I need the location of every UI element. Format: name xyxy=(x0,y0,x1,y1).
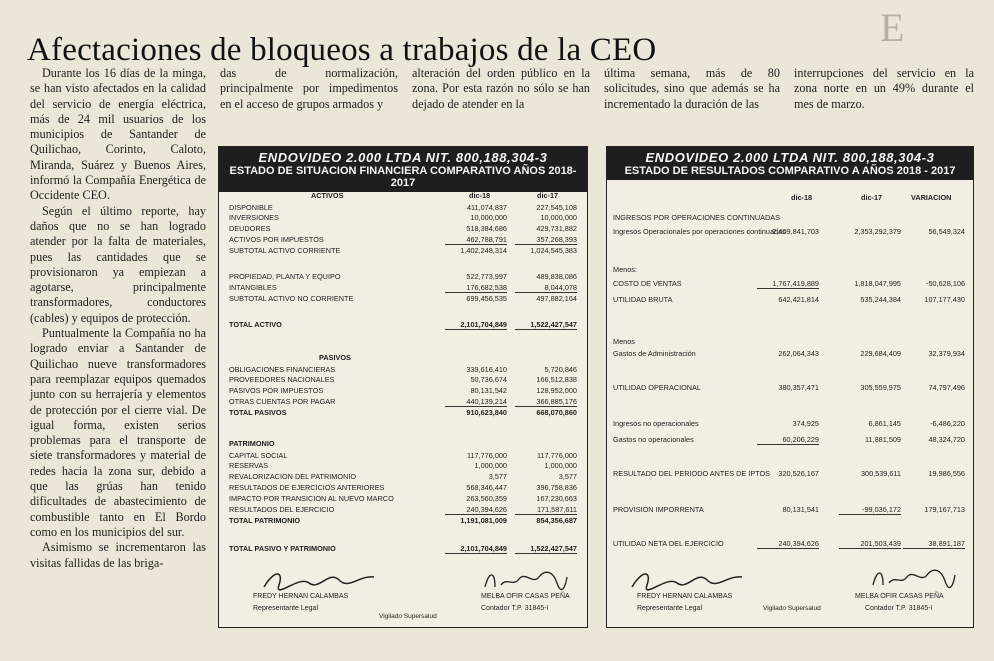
balance-value-dic17: 1,522,427,547 xyxy=(515,320,577,330)
col-dic18: dic-18 xyxy=(791,193,813,202)
balance-value-dic17: 357,268,393 xyxy=(515,235,577,245)
balance-value-dic18: 1,402,248,314 xyxy=(460,246,507,255)
income-value-variacion: -6,486,220 xyxy=(930,419,965,428)
col-dic17: dic-17 xyxy=(861,193,883,202)
income-value-dic17: 229,684,409 xyxy=(860,349,901,358)
balance-value-dic17: 1,522,427,547 xyxy=(515,544,577,554)
balance-row-label: TOTAL ACTIVO xyxy=(229,320,282,329)
income-value-variacion: 48,324,720 xyxy=(928,435,965,444)
income-value-dic18: 374,925 xyxy=(792,419,819,428)
bleed-through-right: E xyxy=(880,5,905,50)
balance-value-dic18: 117,776,000 xyxy=(466,451,507,460)
balance-row-label: TOTAL PATRIMONIO xyxy=(229,516,301,525)
sig1-role: Representante Legal xyxy=(253,605,318,612)
balance-row-label: INTANGIBLES xyxy=(229,283,277,292)
income-value-variacion: 107,177,430 xyxy=(924,295,965,304)
balance-row-label: OBLIGACIONES FINANCIERAS xyxy=(229,365,336,374)
income-value-dic18: 60,206,229 xyxy=(757,435,819,445)
balance-value-dic17: 227,545,108 xyxy=(536,203,577,212)
income-value-variacion: 74,797,496 xyxy=(928,383,965,392)
income-value-dic18: 380,357,471 xyxy=(778,383,819,392)
balance-row-label: TOTAL PASIVO Y PATRIMONIO xyxy=(229,544,336,553)
balance-sheet-notice xyxy=(218,146,588,628)
section-patrimonio: PATRIMONIO xyxy=(229,439,275,448)
sig2-name: MELBA OFIR CASAS PEÑA xyxy=(481,593,570,600)
income-row-label: UTILIDAD OPERACIONAL xyxy=(613,383,701,392)
balance-value-dic18: 910,623,840 xyxy=(466,408,507,417)
headline: Afectaciones de bloqueos a trabajos de la CEO xyxy=(27,32,657,69)
income-row-label: Ingresos no operacionales xyxy=(613,419,699,428)
section-pasivos: PASIVOS xyxy=(319,353,351,362)
col-variacion: VARIACION xyxy=(911,193,952,202)
balance-value-dic18: 1,191,081,009 xyxy=(460,516,507,525)
income-row-label: COSTO DE VENTAS xyxy=(613,279,682,288)
income-header xyxy=(607,147,973,180)
income-value-variacion: 179,167,713 xyxy=(924,505,965,514)
income-value-dic17: -99,036,172 xyxy=(839,505,901,515)
balance-value-dic18: 3,577 xyxy=(488,472,507,481)
balance-value-dic17: 166,512,838 xyxy=(536,375,577,384)
balance-value-dic18: 263,560,359 xyxy=(466,494,507,503)
balance-value-dic18: 699,456,535 xyxy=(466,294,507,303)
balance-row-label: REVALORIZACION DEL PATRIMONIO xyxy=(229,472,357,481)
balance-statement-title: ESTADO DE SITUACION FINANCIERA COMPARATIVO AÑOS 2018-2017 xyxy=(229,165,577,189)
balance-row-label: CAPITAL SOCIAL xyxy=(229,451,288,460)
balance-value-dic18: 50,736,674 xyxy=(470,375,507,384)
balance-value-dic18: 440,139,214 xyxy=(445,397,507,407)
balance-value-dic18: 1,000,000 xyxy=(474,461,507,470)
balance-value-dic17: 171,587,611 xyxy=(515,505,577,515)
balance-value-dic18: 10,000,000 xyxy=(470,213,507,222)
income-value-dic18: 320,526,167 xyxy=(778,469,819,478)
income-value-dic17: 201,503,439 xyxy=(839,539,901,549)
signature-2 xyxy=(481,567,571,593)
balance-row-label: TOTAL PASIVOS xyxy=(229,408,287,417)
article-column-2: das de normalización, principalmente por impedimentos en el acceso de grupos armados y xyxy=(220,66,398,111)
income-value-variacion: 38,891,187 xyxy=(903,539,965,549)
balance-value-dic17: 429,731,882 xyxy=(536,224,577,233)
balance-row-label: SUBTOTAL ACTIVO NO CORRIENTE xyxy=(229,294,354,303)
income-value-dic17: 305,559,975 xyxy=(860,383,901,392)
bleed-through-top xyxy=(0,0,994,14)
income-row-label: PROVISION IMPORRENTA xyxy=(613,505,704,514)
balance-value-dic17: 10,000,000 xyxy=(540,213,577,222)
balance-row-label: PASIVOS POR IMPUESTOS xyxy=(229,386,324,395)
balance-value-dic17: 396,758,836 xyxy=(536,483,577,492)
sig1-name: FREDY HERNAN CALAMBAS xyxy=(637,593,733,600)
balance-row-label: RESULTADOS DEL EJERCICIO xyxy=(229,505,335,514)
income-row-label: UTILIDAD NETA DEL EJERCICIO xyxy=(613,539,724,548)
menos-label: Menos xyxy=(613,337,635,346)
income-value-dic18: 1,767,419,889 xyxy=(757,279,819,289)
income-value-dic17: 1,818,047,995 xyxy=(854,279,901,288)
balance-row-label: SUBTOTAL ACTIVO CORRIENTE xyxy=(229,246,341,255)
balance-value-dic17: 668,070,860 xyxy=(536,408,577,417)
income-value-variacion: 32,379,934 xyxy=(928,349,965,358)
balance-value-dic18: 176,682,538 xyxy=(445,283,507,293)
balance-value-dic18: 339,616,410 xyxy=(466,365,507,374)
balance-value-dic18: 411,074,837 xyxy=(466,203,507,212)
sig2-role: Contador T.P. 31845-I xyxy=(481,605,549,612)
article-column-4: última semana, más de 80 solicitudes, sino que además se ha incrementado la duración de las xyxy=(604,66,780,111)
balance-header xyxy=(219,147,587,192)
signature-1 xyxy=(259,565,379,595)
balance-row-label: OTRAS CUENTAS POR PAGAR xyxy=(229,397,336,406)
balance-value-dic18: 2,101,704,849 xyxy=(445,544,507,554)
balance-row-label: DEUDORES xyxy=(229,224,271,233)
balance-value-dic17: 497,882,164 xyxy=(536,294,577,303)
balance-value-dic18: 2,101,704,849 xyxy=(445,320,507,330)
balance-row-label: PROPIEDAD, PLANTA Y EQUIPO xyxy=(229,272,341,281)
balance-value-dic18: 240,394,626 xyxy=(445,505,507,515)
income-value-variacion: -50,628,106 xyxy=(926,279,965,288)
income-statement-notice xyxy=(606,146,974,628)
menos-label: Menos: xyxy=(613,265,637,274)
balance-value-dic17: 1,024,545,383 xyxy=(530,246,577,255)
balance-value-dic17: 117,776,000 xyxy=(536,451,577,460)
vigilado-label: Vigilado Supersalud xyxy=(763,605,821,612)
balance-value-dic17: 854,356,687 xyxy=(536,516,577,525)
balance-value-dic17: 489,838,086 xyxy=(536,272,577,281)
article-column-3: alteración del orden público en la zona. Por esta razón no sólo se han dejado de atender en la xyxy=(412,66,590,111)
sig1-name: FREDY HERNAN CALAMBAS xyxy=(253,593,349,600)
income-value-dic17: 535,244,384 xyxy=(860,295,901,304)
sig1-role: Representante Legal xyxy=(637,605,702,612)
vigilado-label: Vigilado Supersalud xyxy=(379,613,437,620)
article-paragraph: Puntualmente la Compañía no ha logrado enviar a Santander de Quilichao nueve transformadores para reemplazar equipos quemados junto con su herrajería y elementos de protección por el cierre vial. De igual forma, existen serios problemas para el transporte de siete transformadores y material de redes hacia la zona sur, debido a que las grúas han tenido dificultades de abastecimiento de combustible tanto en El Bordo como en los municipios del sur. xyxy=(30,326,206,539)
balance-row-label: RESERVAS xyxy=(229,461,269,470)
income-value-dic17: 6,861,145 xyxy=(868,419,901,428)
balance-value-dic18: 462,788,791 xyxy=(445,235,507,245)
income-value-dic18: 642,421,814 xyxy=(778,295,819,304)
balance-value-dic18: 568,346,447 xyxy=(466,483,507,492)
balance-row-label: ACTIVOS POR IMPUESTOS xyxy=(229,235,324,244)
income-value-dic18: 240,394,626 xyxy=(757,539,819,549)
income-value-dic17: 300,539,611 xyxy=(860,469,901,478)
article-column-5: interrupciones del servicio en la zona norte en un 49% durante el mes de marzo. xyxy=(794,66,974,111)
signature-2 xyxy=(869,565,959,591)
article-paragraph: Según el último reporte, hay daños que no se han logrado atender por la falta de materiales, pues las cantidades que se provisionaron ya empiezan a agotarse, principalmente transformadores, conductores (cables) y equipos de protección. xyxy=(30,203,206,325)
balance-value-dic18: 522,773,997 xyxy=(466,272,507,281)
article-column-1 xyxy=(30,66,206,571)
balance-row-label: DISPONIBLE xyxy=(229,203,273,212)
income-value-dic18: 80,131,541 xyxy=(782,505,819,514)
sig2-name: MELBA OFIR CASAS PEÑA xyxy=(855,593,944,600)
balance-row-label: RESULTADOS DE EJERCICIOS ANTERIORES xyxy=(229,483,385,492)
balance-value-dic17: 1,000,000 xyxy=(544,461,577,470)
income-statement-title: ESTADO DE RESULTADOS COMPARATIVO A AÑOS 2018 - 2017 xyxy=(624,165,956,177)
income-row-label: UTILIDAD BRUTA xyxy=(613,295,673,304)
article-paragraph: Durante los 16 días de la minga, se han visto afectados en la calidad del servicio de energía eléctrica, más de 24 mil usuarios de los municipios de Santander de Quilichao, Corinto, Caloto, Miranda, Suárez y Buenos Aires, informó la Compañía Energética de Occidente CEO. xyxy=(30,66,206,203)
signature-1 xyxy=(627,565,747,595)
income-row-label: RESULTADO DEL PERIODO ANTES DE IPTOS xyxy=(613,469,771,478)
balance-value-dic18: 80,131,542 xyxy=(470,386,507,395)
sig2-role: Contador T.P. 31845-I xyxy=(865,605,933,612)
section-ingresos: INGRESOS POR OPERACIONES CONTINUADAS xyxy=(613,213,781,222)
balance-value-dic17: 5,720,846 xyxy=(544,365,577,374)
income-row-label: Gastos de Administración xyxy=(613,349,696,358)
balance-row-label: IMPACTO POR TRANSICION AL NUEVO MARCO xyxy=(229,494,394,503)
balance-value-dic18: 518,384,686 xyxy=(466,224,507,233)
balance-value-dic17: 366,885,176 xyxy=(515,397,577,407)
balance-value-dic17: 3,577 xyxy=(558,472,577,481)
income-value-variacion: 56,549,324 xyxy=(928,227,965,236)
article-paragraph: Asimismo se incrementaron las visitas fallidas de las briga- xyxy=(30,540,206,570)
balance-value-dic17: 167,230,663 xyxy=(536,494,577,503)
balance-company: ENDOVIDEO 2.000 LTDA NIT. 800,188,304-3 xyxy=(258,150,548,165)
income-value-dic18: 262,064,343 xyxy=(778,349,819,358)
income-row-label: Ingresos Operacionales por operaciones continuadas xyxy=(613,227,786,236)
balance-value-dic17: 8,044,078 xyxy=(515,283,577,293)
balance-row-label: PROVEEDORES NACIONALES xyxy=(229,375,335,384)
income-row-label: Gastos no operacionales xyxy=(613,435,694,444)
col-dic17: dic-17 xyxy=(537,191,559,200)
income-value-variacion: 19,986,556 xyxy=(928,469,965,478)
balance-value-dic17: 128,952,000 xyxy=(536,386,577,395)
income-value-dic17: 11,881,509 xyxy=(865,435,901,444)
col-dic18: dic-18 xyxy=(469,191,491,200)
income-value-dic17: 2,353,292,379 xyxy=(854,227,901,236)
balance-row-label: INVERSIONES xyxy=(229,213,279,222)
income-company: ENDOVIDEO 2.000 LTDA NIT. 800,188,304-3 xyxy=(645,150,935,165)
section-activos: ACTIVOS xyxy=(311,191,344,200)
income-value-dic18: 2,409,841,703 xyxy=(772,227,819,236)
